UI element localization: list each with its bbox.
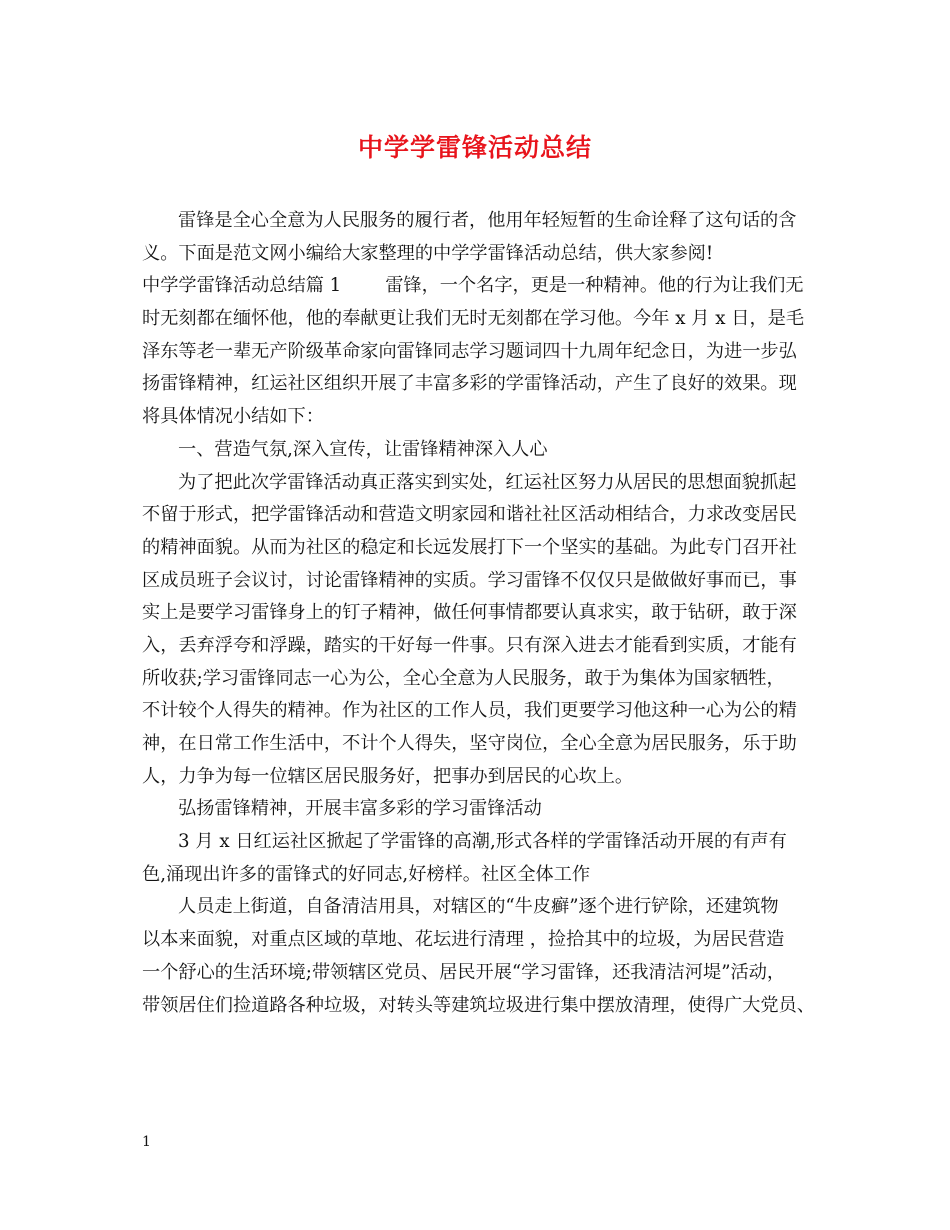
subheading-line: 弘扬雷锋精神，开展丰富多彩的学习雷锋活动 (178, 798, 542, 820)
paragraph-line: 人员走上街道，自备清洁用具，对辖区的“牛皮癣”逐个进行铲除，还建筑物 (178, 896, 779, 918)
paragraph-line: 雷锋，一个名字，更是一种精神。他的行为让我们无 (385, 275, 804, 297)
paragraph-line: 色,涌现出许多的雷锋式的好同志,好榜样。社区全体工作 (142, 863, 591, 885)
paragraph-line: 一个舒心的生活环境;带领辖区党员、居民开展“学习雷锋，还我清洁河堤”活动， (142, 961, 786, 983)
paragraph-line: 3 月 x 日红运社区掀起了学雷锋的高潮,形式各样的学雷锋活动开展的有声有 (178, 831, 787, 853)
paragraph-line: 时无刻都在缅怀他，他的奉献更让我们无时无刻都在学习他。今年 x 月 x 日，是毛 (142, 308, 805, 330)
paragraph-line: 带领居住们捡道路各种垃圾，对转头等建筑垃圾进行集中摆放清理，使得广大党员、 (142, 994, 815, 1016)
paragraph-line: 不计较个人得失的精神。作为社区的工作人员，我们更要学习他这种一心为公的精 (142, 700, 797, 722)
paragraph-line: 神，在日常工作生活中，不计个人得失，坚守岗位，全心全意为居民服务，乐于助 (142, 733, 797, 754)
subheading-line: 一、营造气氛,深入宣传，让雷锋精神深入人心 (178, 438, 548, 460)
paragraph-line: 的精神面貌。从而为社区的稳定和长远发展打下一个坚实的基础。为此专门召开社 (142, 536, 797, 558)
paragraph-line: 不留于形式，把学雷锋活动和营造文明家园和谐社社区活动相结合，力求改变居民 (142, 504, 797, 526)
paragraph-line: 扬雷锋精神，红运社区组织开展了丰富多彩的学雷锋活动，产生了良好的效果。现 (142, 373, 797, 395)
section-label: 中学学雷锋活动总结篇 1 (142, 275, 342, 297)
paragraph-line: 雷锋是全心全意为人民服务的履行者，他用年轻短暂的生命诠释了这句话的含 (178, 210, 797, 231)
paragraph-line: 区成员班子会议讨，讨论雷锋精神的实质。学习雷锋不仅仅只是做做好事而已，事 (142, 569, 797, 591)
page-number: 1 (142, 1134, 151, 1150)
paragraph-line: 义。下面是范文网小编给大家整理的中学学雷锋活动总结，供大家参阅! (142, 242, 714, 264)
paragraph-line: 入，丢弃浮夸和浮躁，踏实的干好每一件事。只有深入进去才能看到实质，才能有 (142, 634, 797, 656)
document-body (142, 205, 822, 1022)
paragraph-line: 为了把此次学雷锋活动真正落实到实处，红运社区努力从居民的思想面貌抓起 (178, 471, 797, 493)
document-title: 中学学雷锋活动总结 (357, 133, 592, 162)
paragraph-line: 将具体情况小结如下： (142, 406, 324, 428)
paragraph-line: 以本来面貌，对重点区域的草地、花坛进行清理 ，捡拾其中的垃圾，为居民营造 (142, 929, 785, 951)
paragraph-line: 人，力争为每一位辖区居民服务好，把事办到居民的心坎上。 (142, 765, 634, 787)
section-heading-line (142, 270, 822, 303)
paragraph-line: 泽东等老一辈无产阶级革命家向雷锋同志学习题词四十九周年纪念日，为进一步弘 (142, 340, 797, 362)
paragraph-line: 实上是要学习雷锋身上的钉子精神，做任何事情都要认真求实，敢于钻研，敢于深 (142, 602, 797, 624)
paragraph-line: 所收获;学习雷锋同志一心为公，全心全意为人民服务，敢于为集体为国家牺牲， (142, 667, 785, 689)
